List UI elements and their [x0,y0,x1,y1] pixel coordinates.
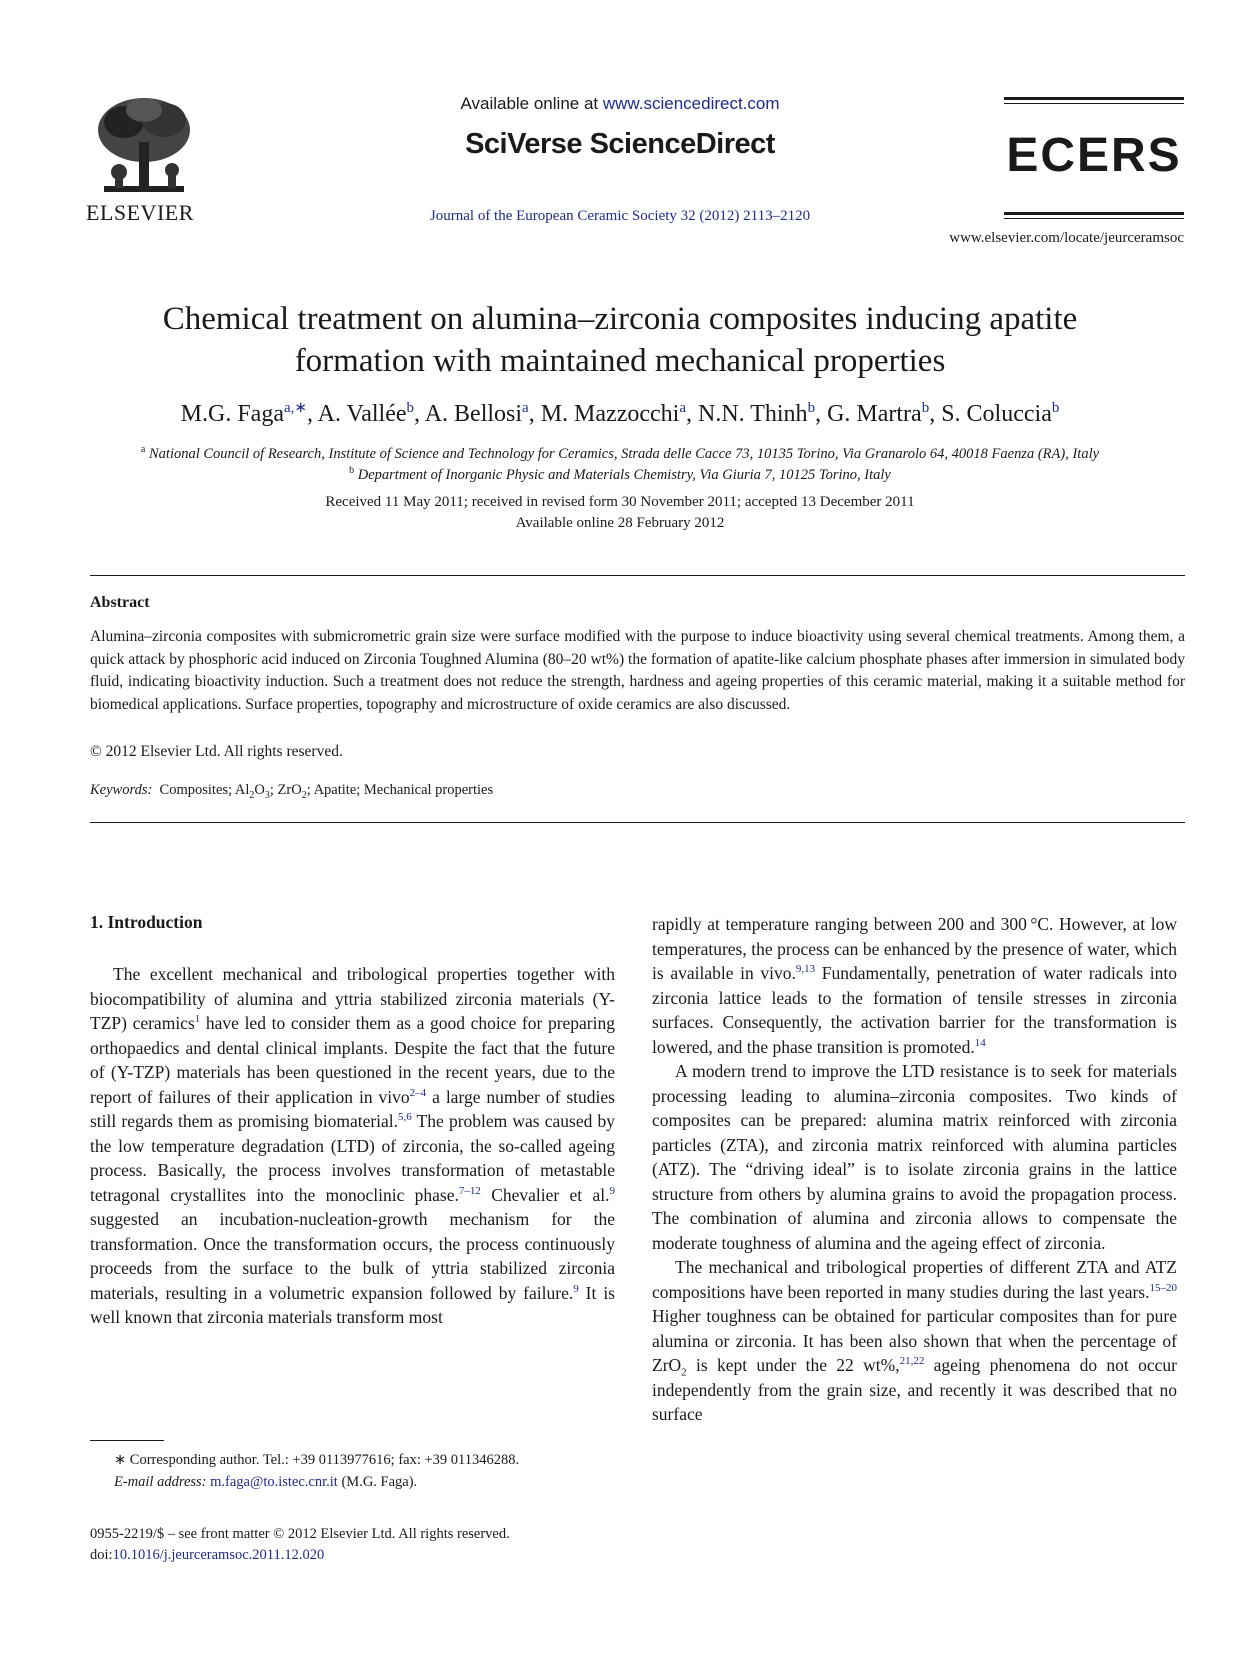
keyword: Composites [159,782,229,798]
citation[interactable]: 7–12 [458,1184,481,1197]
abstract-bottom-rule [90,822,1185,823]
body-paragraph: The excellent mechanical and tribological properties together with biocompatibility of alumina and yttria stabilized zirconia materials (Y-TZP) ceramics$^1$ have led to consider them as a good choice for preparing orthopaedics and dental clinical implants. Despite the fact that the future of (Y-TZP) materials has been questioned in the recent years, due to the report of failures of their application in vivo$^{2-4}$ a large number of studies still regards them as promising biomaterial.$^{5,6}$ The problem was caused by the low temperature degradation (LTD) of zirconia, the so-called ageing process. Basically, the process involves transformation of metastable tetragonal crystallites into the monoclinic phase.$^{7-12}$ Chevalier et al.$^9$ suggested an incubation-nucleation-growth mechanism for the transformation. Once the transformation occurs, the process continuously proceeds from the surface to the bulk of yttria stabilized zirconia materials, resulting in a volumetric expansion followed by failure.$^9$ It is well known that zirconia materials transform most [90,964,615,1327]
affiliation-mark: b [349,465,355,476]
available-online-date: Available online 28 February 2012 [515,515,725,531]
article-title [60,298,1180,382]
citation[interactable]: 9 [573,1282,579,1295]
email-note [114,1474,417,1491]
affiliation-text: National Council of Research, Institute of Science and Technology for Ceramics, Strada delle Cacce 73, 10135 Torino, Via Granarolo 64, 40018 Faenza (RA), Italy [149,445,1100,462]
author-affiliation-mark[interactable]: b [807,400,816,416]
footnote-mark: ∗ [114,1452,127,1468]
doi-link[interactable]: 10.1016/j.jeurceramsoc.2011.12.020 [112,1547,325,1563]
email-label: E-mail address: [114,1474,207,1490]
email-suffix: (M.G. Faga). [337,1474,418,1490]
front-matter: 0955-2219/$ – see front matter © 2012 Elsevier Ltd. All rights reserved. [90,1526,510,1542]
received-dates: Received 11 May 2011; received in revised form 30 November 2011; accepted 13 December 2011 [325,494,915,510]
citation[interactable]: 9,13 [795,963,816,976]
footnote-rule [90,1440,164,1441]
author-name: S. Coluccia [941,401,1052,427]
keyword: Apatite [313,782,357,798]
author-name: N.N. Thinh [698,401,808,427]
citation[interactable]: 5,6 [398,1111,412,1124]
abstract-copyright: © 2012 Elsevier Ltd. All rights reserved. [90,743,343,760]
right-column [652,912,1177,1427]
section-heading: 1. Introduction [90,912,203,932]
affiliation-b [60,465,1180,484]
available-prefix: Available online at [460,94,603,113]
corresponding-author-text: Corresponding author. Tel.: +39 0113977616; fax: +39 011346288. [129,1452,520,1468]
doi-prefix: doi: [90,1547,113,1563]
sciencedirect-link[interactable]: www.sciencedirect.com [602,94,780,113]
abstract-top-rule [90,575,1185,576]
body-paragraph: rapidly at temperature ranging between 200 and 300 °C. However, at low temperatures, the process can be enhanced by the presence of water, which is available in vivo.$^{9,13}$ Fundamentally, penetration of water radicals into zirconia lattice leads to the formation of tensile stresses in zirconia surfaces. Consequently, the activation barrier for the transformation is lowered, and the phase transition is promoted.$^{14}$ [652,914,1177,1057]
citation[interactable]: 1 [194,1013,201,1026]
email-link[interactable]: m.faga@to.istec.cnr.it [210,1474,338,1490]
author-affiliation-mark[interactable]: a,∗ [283,400,307,416]
citation[interactable]: 2–4 [409,1086,427,1099]
citation[interactable]: 15–20 [1149,1281,1177,1294]
journal-reference-link[interactable]: Journal of the European Ceramic Society 32 (2012) 2113–2120 [429,208,811,224]
author-name: M. Mazzocchi [540,401,680,427]
keywords-label: Keywords: [90,782,153,798]
header-rule [1004,218,1184,219]
keywords: Keywords: Composites; $Al_2O_3$; ZrO$_2$; Apatite; Mechanical properties [90,782,494,801]
keyword: ZrO$_2$ [277,782,307,801]
author-name: A. Bellosi [424,401,523,427]
journal-site-url[interactable]: www.elsevier.com/locate/jeurceramsoc [949,230,1184,246]
abstract-body: Alumina–zirconia composites with submicrometric grain size were surface modified with the purpose to induce bioactivity using several chemical treatments. Among them, a quick attack by phosphoric acid induced on Zirconia Toughned Alumina (80–20 wt%) the formation of apatite-like calcium phosphate phases after immersion in simulated body fluid, indicating bioactivity induction. Such a treatment does not reduce the strength, hardness and ageing properties of this ceramic material, making it a suitable method for biomedical applications. Surface properties, topography and microstructure of oxide ceramics are also discussed. [90,628,1185,713]
body-paragraph: The mechanical and tribological properties of different ZTA and ATZ compositions have been reported in many studies during the last years.$^{15-20}$ Higher toughness can be obtained for particular composites than for pure alumina or zirconia. It has been also shown that when the percentage of ZrO$_2$ is kept under the 22 wt%,$^{21,22}$ ageing phenomena do not occur independently from the grain size, and recently it was described that no surface [652,1257,1177,1424]
body-paragraph: A modern trend to improve the LTD resistance is to seek for materials processing leading to alumina–zirconia composites. Two kinds of composites can be prepared: alumina matrix reinforced with zirconia particles (ZTA), and zirconia matrix reinforced with alumina particles (ATZ). The “driving ideal” is to isolate zirconia grains in the lattice structure from others by alumina grains to avoid the propagation process. The combination of alumina and zirconia allows to compensate the moderate toughness of alumina and the ageing effect of zirconia. [652,1061,1177,1253]
author-affiliation-mark[interactable]: b [921,400,930,416]
left-column [90,962,615,1330]
keyword: $Al_2O_3$ [234,782,270,801]
title-line: formation with maintained mechanical properties [294,343,946,379]
keyword: Mechanical properties [363,782,494,798]
author-name: M.G. Faga [180,401,284,427]
affiliation-text: Department of Inorganic Physic and Materials Chemistry, Via Giuria 7, 10125 Torino, Italy [357,466,891,483]
abstract-heading: Abstract [90,594,150,611]
citation[interactable]: 21,22 [899,1355,925,1368]
affiliation-a [60,444,1180,463]
header-rule [1004,97,1184,100]
author-affiliation-mark[interactable]: a [522,400,529,416]
header-rule [1004,212,1184,215]
corresponding-author-note [90,1452,519,1469]
author-affiliation-mark[interactable]: b [1051,400,1060,416]
affiliation-mark: a [140,444,146,455]
citation[interactable]: 14 [974,1036,986,1049]
sciverse-brand: SciVerse ScienceDirect [465,128,775,160]
publisher-name: ELSEVIER [86,200,194,225]
citation[interactable]: 9 [609,1184,615,1197]
doi-line [90,1547,324,1564]
author-list: M.G. Faga$^{a,∗}$, A. Vallée$^b$, A. Bellosi$^a$, M. Mazzocchi$^a$, N.N. Thinh$^b$, G. Martra$^b$, S. Coluccia$^b$ [180,400,1060,427]
header-rule [1004,103,1184,104]
ecers-logo: ECERS [1006,129,1182,182]
author-name: G. Martra [827,401,922,427]
author-name: A. Vallée [317,401,407,427]
author-affiliation-mark[interactable]: a [679,400,686,416]
author-affiliation-mark[interactable]: b [406,400,415,416]
title-line: Chemical treatment on alumina–zirconia composites inducing apatite [162,301,1078,337]
